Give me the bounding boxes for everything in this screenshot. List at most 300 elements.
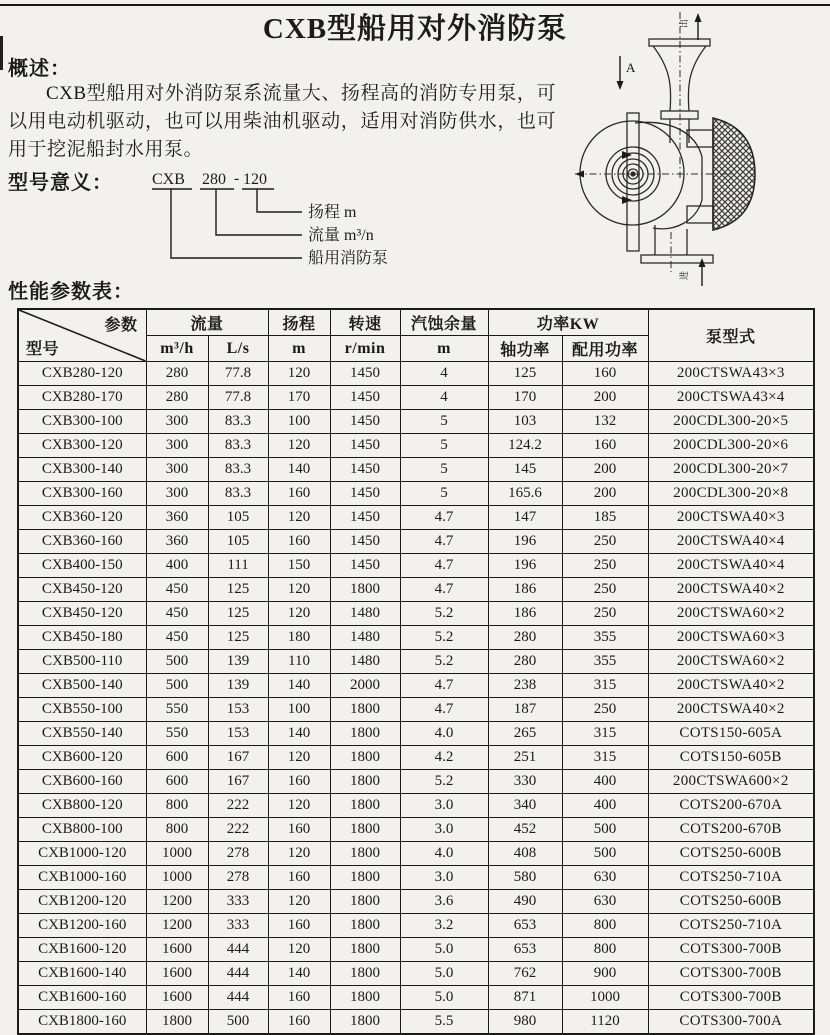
value-cell: 120 (268, 602, 330, 626)
value-cell: 1450 (330, 530, 400, 554)
model-cell: CXB1600-160 (18, 986, 146, 1010)
model-meaning-heading: 型号意义： (8, 172, 113, 194)
model-code-dash: - (234, 170, 240, 187)
pump-type-cell: COTS300-700A (648, 1010, 814, 1035)
value-cell: 125 (488, 362, 562, 386)
value-cell: 103 (488, 410, 562, 434)
value-cell: 196 (488, 530, 562, 554)
value-cell: 140 (268, 962, 330, 986)
value-cell: 77.8 (208, 362, 268, 386)
value-cell: 653 (488, 938, 562, 962)
value-cell: 105 (208, 506, 268, 530)
value-cell: 160 (268, 986, 330, 1010)
model-cell: CXB500-140 (18, 674, 146, 698)
value-cell: 1800 (330, 698, 400, 722)
value-cell: 1800 (330, 962, 400, 986)
model-cell: CXB450-120 (18, 602, 146, 626)
table-row (18, 866, 814, 890)
table-row (18, 986, 814, 1010)
value-cell: 250 (562, 554, 648, 578)
value-cell: 238 (488, 674, 562, 698)
value-cell: 630 (562, 866, 648, 890)
value-cell: 550 (146, 722, 208, 746)
value-cell: 500 (208, 1010, 268, 1035)
value-cell: 450 (146, 602, 208, 626)
table-row (18, 746, 814, 770)
pump-type-cell: COTS250-600B (648, 842, 814, 866)
value-cell: 300 (146, 434, 208, 458)
model-cell: CXB1000-120 (18, 842, 146, 866)
value-cell: 500 (146, 674, 208, 698)
value-cell: 360 (146, 506, 208, 530)
value-cell: 170 (488, 386, 562, 410)
value-cell: 300 (146, 410, 208, 434)
value-cell: 444 (208, 938, 268, 962)
value-cell: 265 (488, 722, 562, 746)
value-cell: 653 (488, 914, 562, 938)
value-cell: 1480 (330, 602, 400, 626)
value-cell: 200 (562, 386, 648, 410)
value-cell: 450 (146, 578, 208, 602)
header-corner-cell (18, 309, 146, 362)
value-cell: 160 (268, 530, 330, 554)
model-code-prefix: CXB (152, 171, 185, 188)
value-cell: 5.2 (400, 770, 488, 794)
legend-label-flow: 流量 m³/n (308, 227, 374, 244)
model-cell: CXB550-140 (18, 722, 146, 746)
value-cell: 180 (268, 626, 330, 650)
pump-type-cell: 200CDL300-20×8 (648, 482, 814, 506)
header-flow-unit-m3h: m³/h (146, 336, 208, 362)
value-cell: 315 (562, 674, 648, 698)
model-cell: CXB280-120 (18, 362, 146, 386)
value-cell: 222 (208, 794, 268, 818)
header-npsh-unit: m (400, 336, 488, 362)
table-row (18, 1010, 814, 1035)
value-cell: 1200 (146, 914, 208, 938)
pump-type-cell: COTS250-600B (648, 890, 814, 914)
value-cell: 980 (488, 1010, 562, 1035)
table-row (18, 386, 814, 410)
value-cell: 187 (488, 698, 562, 722)
value-cell: 153 (208, 698, 268, 722)
value-cell: 83.3 (208, 410, 268, 434)
pump-type-cell: COTS200-670B (648, 818, 814, 842)
value-cell: 120 (268, 506, 330, 530)
value-cell: 4.0 (400, 722, 488, 746)
pump-type-cell: 200CDL300-20×6 (648, 434, 814, 458)
value-cell: 139 (208, 674, 268, 698)
top-port-label: 出 (679, 18, 689, 28)
header-shaft-power: 轴功率 (488, 336, 562, 362)
model-cell: CXB280-170 (18, 386, 146, 410)
table-row (18, 698, 814, 722)
model-cell: CXB300-140 (18, 458, 146, 482)
model-cell: CXB300-120 (18, 434, 146, 458)
value-cell: 1200 (146, 890, 208, 914)
value-cell: 600 (146, 746, 208, 770)
pump-type-cell: COTS300-700B (648, 962, 814, 986)
pump-type-cell: 200CDL300-20×5 (648, 410, 814, 434)
table-row (18, 506, 814, 530)
value-cell: 5 (400, 434, 488, 458)
value-cell: 600 (146, 770, 208, 794)
model-code-head: 120 (243, 171, 267, 188)
value-cell: 1000 (146, 842, 208, 866)
value-cell: 4.7 (400, 506, 488, 530)
value-cell: 800 (146, 794, 208, 818)
value-cell: 160 (562, 362, 648, 386)
value-cell: 200 (562, 458, 648, 482)
pump-type-cell: 200CTSWA40×2 (648, 578, 814, 602)
model-cell: CXB360-160 (18, 530, 146, 554)
value-cell: 222 (208, 818, 268, 842)
table-row (18, 842, 814, 866)
value-cell: 5.2 (400, 626, 488, 650)
header-head-unit: m (268, 336, 330, 362)
table-row (18, 650, 814, 674)
performance-table (17, 308, 815, 1035)
table-row (18, 962, 814, 986)
model-code-flow: 280 (202, 171, 226, 188)
value-cell: 580 (488, 866, 562, 890)
value-cell: 450 (146, 626, 208, 650)
value-cell: 250 (562, 698, 648, 722)
value-cell: 185 (562, 506, 648, 530)
value-cell: 120 (268, 842, 330, 866)
value-cell: 1800 (330, 770, 400, 794)
pump-type-cell: 200CTSWA40×2 (648, 698, 814, 722)
value-cell: 4.7 (400, 530, 488, 554)
overview-heading: 概述： (8, 58, 71, 80)
pump-type-cell: 200CDL300-20×7 (648, 458, 814, 482)
value-cell: 5.5 (400, 1010, 488, 1035)
value-cell: 330 (488, 770, 562, 794)
value-cell: 355 (562, 650, 648, 674)
value-cell: 250 (562, 578, 648, 602)
value-cell: 167 (208, 770, 268, 794)
header-pump-type: 泵型式 (648, 309, 814, 362)
value-cell: 140 (268, 674, 330, 698)
header-rated-power: 配用功率 (562, 336, 648, 362)
value-cell: 147 (488, 506, 562, 530)
value-cell: 800 (146, 818, 208, 842)
table-row (18, 914, 814, 938)
value-cell: 110 (268, 650, 330, 674)
model-cell: CXB360-120 (18, 506, 146, 530)
table-row (18, 938, 814, 962)
value-cell: 125 (208, 602, 268, 626)
pump-type-cell: COTS300-700B (648, 938, 814, 962)
model-cell: CXB400-150 (18, 554, 146, 578)
value-cell: 1450 (330, 458, 400, 482)
value-cell: 160 (562, 434, 648, 458)
pump-type-cell: COTS300-700B (648, 986, 814, 1010)
model-cell: CXB600-120 (18, 746, 146, 770)
value-cell: 186 (488, 578, 562, 602)
value-cell: 278 (208, 866, 268, 890)
value-cell: 280 (146, 362, 208, 386)
value-cell: 1600 (146, 938, 208, 962)
value-cell: 170 (268, 386, 330, 410)
value-cell: 500 (146, 650, 208, 674)
value-cell: 250 (562, 602, 648, 626)
model-cell: CXB1200-120 (18, 890, 146, 914)
table-row (18, 722, 814, 746)
value-cell: 1000 (146, 866, 208, 890)
model-cell: CXB800-120 (18, 794, 146, 818)
value-cell: 408 (488, 842, 562, 866)
value-cell: 120 (268, 362, 330, 386)
table-row (18, 530, 814, 554)
header-flow: 流量 (146, 309, 268, 336)
value-cell: 200 (562, 482, 648, 506)
model-cell: CXB550-100 (18, 698, 146, 722)
value-cell: 1800 (330, 722, 400, 746)
value-cell: 1800 (330, 842, 400, 866)
table-row (18, 794, 814, 818)
value-cell: 360 (146, 530, 208, 554)
value-cell: 140 (268, 458, 330, 482)
page-title: CXB型船用对外消防泵 (262, 13, 568, 45)
value-cell: 1480 (330, 626, 400, 650)
value-cell: 4.7 (400, 578, 488, 602)
header-npsh: 汽蚀余量 (400, 309, 488, 336)
value-cell: 153 (208, 722, 268, 746)
value-cell: 2000 (330, 674, 400, 698)
overview-paragraph: CXB型船用对外消防泵系流量大、扬程高的消防专用泵，可以用电动机驱动，也可以用柴油机驱动，适用对消防供水，也可用于挖泥船封水用泵。 (8, 83, 556, 160)
header-corner-model: 型号 (26, 341, 60, 358)
value-cell: 125 (208, 626, 268, 650)
value-cell: 160 (268, 482, 330, 506)
value-cell: 4.2 (400, 746, 488, 770)
value-cell: 1600 (146, 986, 208, 1010)
value-cell: 4 (400, 362, 488, 386)
value-cell: 132 (562, 410, 648, 434)
value-cell: 800 (562, 914, 648, 938)
value-cell: 550 (146, 698, 208, 722)
value-cell: 800 (562, 938, 648, 962)
table-row (18, 818, 814, 842)
value-cell: 250 (562, 530, 648, 554)
value-cell: 5.0 (400, 986, 488, 1010)
value-cell: 160 (268, 1010, 330, 1035)
header-power: 功率KW (488, 309, 648, 336)
value-cell: 1120 (562, 1010, 648, 1035)
header-speed: 转速 (330, 309, 400, 336)
value-cell: 762 (488, 962, 562, 986)
header-corner-parameter: 参数 (104, 317, 138, 334)
table-row (18, 554, 814, 578)
value-cell: 1450 (330, 482, 400, 506)
value-cell: 1600 (146, 962, 208, 986)
value-cell: 4 (400, 386, 488, 410)
value-cell: 1000 (562, 986, 648, 1010)
value-cell: 1800 (146, 1010, 208, 1035)
value-cell: 125 (208, 578, 268, 602)
pump-type-cell: 200CTSWA600×2 (648, 770, 814, 794)
model-cell: CXB600-160 (18, 770, 146, 794)
value-cell: 1450 (330, 434, 400, 458)
pump-type-cell: 200CTSWA60×2 (648, 650, 814, 674)
value-cell: 1800 (330, 938, 400, 962)
value-cell: 140 (268, 722, 330, 746)
value-cell: 3.0 (400, 866, 488, 890)
value-cell: 1800 (330, 794, 400, 818)
value-cell: 1800 (330, 986, 400, 1010)
pump-type-cell: COTS150-605B (648, 746, 814, 770)
value-cell: 4.7 (400, 674, 488, 698)
model-cell: CXB1200-160 (18, 914, 146, 938)
value-cell: 278 (208, 842, 268, 866)
table-row (18, 770, 814, 794)
value-cell: 333 (208, 890, 268, 914)
value-cell: 124.2 (488, 434, 562, 458)
value-cell: 1450 (330, 506, 400, 530)
value-cell: 1800 (330, 890, 400, 914)
table-row (18, 362, 814, 386)
value-cell: 139 (208, 650, 268, 674)
value-cell: 5 (400, 458, 488, 482)
model-cell: CXB450-120 (18, 578, 146, 602)
value-cell: 120 (268, 578, 330, 602)
value-cell: 444 (208, 962, 268, 986)
value-cell: 500 (562, 818, 648, 842)
value-cell: 77.8 (208, 386, 268, 410)
value-cell: 160 (268, 770, 330, 794)
value-cell: 120 (268, 890, 330, 914)
value-cell: 160 (268, 914, 330, 938)
pump-type-cell: COTS200-670A (648, 794, 814, 818)
value-cell: 5.0 (400, 962, 488, 986)
value-cell: 1800 (330, 578, 400, 602)
value-cell: 160 (268, 818, 330, 842)
value-cell: 3.0 (400, 794, 488, 818)
pump-type-cell: 200CTSWA40×2 (648, 674, 814, 698)
table-row (18, 674, 814, 698)
model-cell: CXB450-180 (18, 626, 146, 650)
value-cell: 1450 (330, 554, 400, 578)
value-cell: 280 (488, 650, 562, 674)
header-speed-unit: r/min (330, 336, 400, 362)
pump-type-cell: 200CTSWA40×3 (648, 506, 814, 530)
value-cell: 300 (146, 458, 208, 482)
pump-type-cell: 200CTSWA60×3 (648, 626, 814, 650)
value-cell: 150 (268, 554, 330, 578)
value-cell: 5 (400, 410, 488, 434)
value-cell: 100 (268, 410, 330, 434)
legend-label-head: 扬程 m (308, 204, 357, 221)
value-cell: 3.0 (400, 818, 488, 842)
value-cell: 5.0 (400, 938, 488, 962)
value-cell: 120 (268, 794, 330, 818)
table-heading: 性能参数表： (8, 281, 134, 303)
value-cell: 280 (488, 626, 562, 650)
value-cell: 1450 (330, 386, 400, 410)
table-row (18, 578, 814, 602)
value-cell: 120 (268, 434, 330, 458)
value-cell: 186 (488, 602, 562, 626)
value-cell: 120 (268, 938, 330, 962)
model-cell: CXB1600-140 (18, 962, 146, 986)
value-cell: 111 (208, 554, 268, 578)
value-cell: 83.3 (208, 434, 268, 458)
header-flow-unit-ls: L/s (208, 336, 268, 362)
pump-type-cell: COTS150-605A (648, 722, 814, 746)
model-cell: CXB300-160 (18, 482, 146, 506)
pump-type-cell: COTS250-710A (648, 866, 814, 890)
value-cell: 1480 (330, 650, 400, 674)
value-cell: 83.3 (208, 482, 268, 506)
value-cell: 3.6 (400, 890, 488, 914)
value-cell: 400 (562, 794, 648, 818)
value-cell: 500 (562, 842, 648, 866)
section-a-label: A (626, 60, 636, 75)
value-cell: 280 (146, 386, 208, 410)
table-body (18, 362, 814, 1035)
model-cell: CXB500-110 (18, 650, 146, 674)
value-cell: 5.2 (400, 602, 488, 626)
table-row (18, 626, 814, 650)
value-cell: 1800 (330, 746, 400, 770)
value-cell: 251 (488, 746, 562, 770)
model-cell: CXB800-100 (18, 818, 146, 842)
pump-type-cell: 200CTSWA60×2 (648, 602, 814, 626)
value-cell: 145 (488, 458, 562, 482)
pump-type-cell: COTS250-710A (648, 914, 814, 938)
value-cell: 630 (562, 890, 648, 914)
value-cell: 1800 (330, 1010, 400, 1035)
value-cell: 5.2 (400, 650, 488, 674)
pump-type-cell: 200CTSWA43×4 (648, 386, 814, 410)
value-cell: 1800 (330, 914, 400, 938)
value-cell: 1450 (330, 410, 400, 434)
value-cell: 83.3 (208, 458, 268, 482)
value-cell: 315 (562, 746, 648, 770)
pump-type-cell: 200CTSWA40×4 (648, 530, 814, 554)
bottom-port-label: 进 (679, 270, 689, 280)
model-code-legend (150, 170, 430, 274)
value-cell: 333 (208, 914, 268, 938)
pump-drawing (575, 10, 827, 292)
value-cell: 1800 (330, 866, 400, 890)
value-cell: 100 (268, 698, 330, 722)
value-cell: 4.7 (400, 698, 488, 722)
pump-type-cell: 200CTSWA40×4 (648, 554, 814, 578)
value-cell: 160 (268, 866, 330, 890)
value-cell: 167 (208, 746, 268, 770)
table-row (18, 890, 814, 914)
value-cell: 900 (562, 962, 648, 986)
value-cell: 490 (488, 890, 562, 914)
value-cell: 452 (488, 818, 562, 842)
value-cell: 340 (488, 794, 562, 818)
value-cell: 400 (562, 770, 648, 794)
value-cell: 355 (562, 626, 648, 650)
model-cell: CXB1800-160 (18, 1010, 146, 1035)
value-cell: 105 (208, 530, 268, 554)
table-row (18, 458, 814, 482)
value-cell: 300 (146, 482, 208, 506)
value-cell: 4.7 (400, 554, 488, 578)
value-cell: 165.6 (488, 482, 562, 506)
model-cell: CXB1600-120 (18, 938, 146, 962)
table-row (18, 482, 814, 506)
value-cell: 120 (268, 746, 330, 770)
value-cell: 444 (208, 986, 268, 1010)
model-cell: CXB300-100 (18, 410, 146, 434)
value-cell: 4.0 (400, 842, 488, 866)
